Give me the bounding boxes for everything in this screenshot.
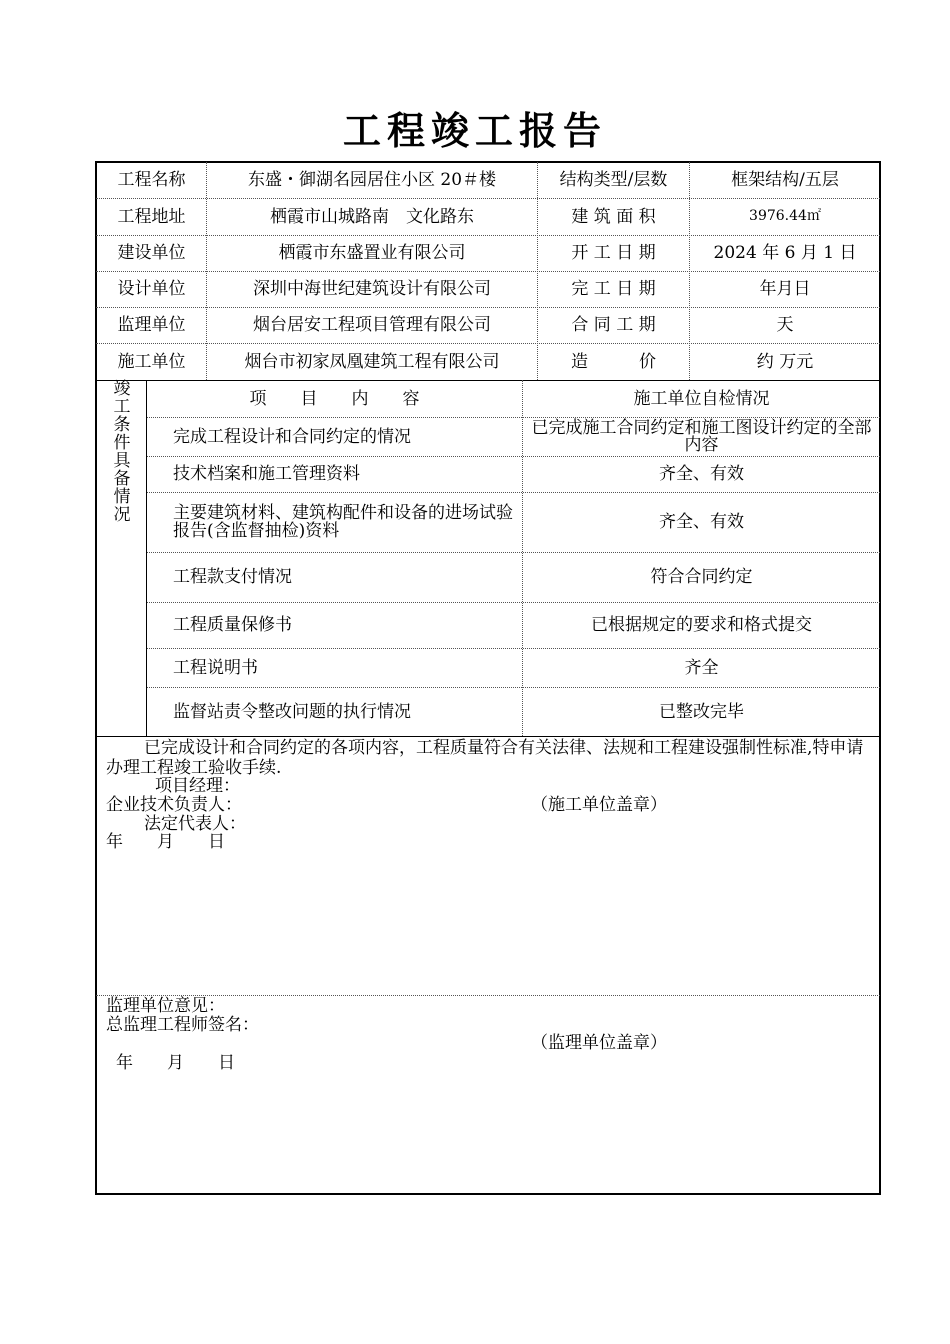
label-contract-period: 合 同 工 期: [571, 315, 656, 336]
label-supervision-unit: 监理单位: [117, 315, 186, 336]
project-manager-label: 项目经理：: [155, 776, 240, 796]
supervision-date: 年 月 日: [116, 1053, 235, 1073]
value-owner-unit: 栖霞市东盛置业有限公司: [278, 243, 466, 264]
conditions-header-check: 施工单位自检情况: [633, 388, 770, 409]
label-finish-date: 完 工 日 期: [571, 279, 656, 300]
conditions-side-label: 竣工条件具备情况: [113, 379, 131, 525]
contractor-date: 年 月 日: [106, 832, 225, 852]
document-title: 工程竣工报告: [342, 109, 607, 153]
condition-item: 完成工程设计和合同约定的情况: [173, 426, 411, 447]
label-construction-unit: 施工单位: [117, 351, 186, 372]
label-cost: 造 价: [571, 351, 656, 372]
supervision-opinion-label: 监理单位意见：: [106, 996, 225, 1016]
value-contract-period: 天: [776, 315, 794, 336]
value-supervision-unit: 烟台居安工程项目管理有限公司: [253, 315, 491, 336]
label-owner-unit: 建设单位: [117, 243, 186, 264]
label-floor-area: 建 筑 面 积: [571, 206, 656, 227]
condition-check: 已完成施工合同约定和施工图设计约定的全部内容: [531, 418, 872, 455]
legal-rep-label: 法定代表人：: [144, 814, 246, 834]
value-floor-area: 3976.44㎡: [749, 208, 821, 225]
condition-check: 符合合同约定: [650, 567, 753, 588]
label-project-name: 工程名称: [117, 169, 186, 190]
condition-item: 主要建筑材料、建筑构配件和设备的进场试验报告(含监督抽检)资料: [173, 502, 513, 541]
condition-item: 工程质量保修书: [173, 615, 292, 636]
conditions-header-item: 项 目 内 容: [249, 388, 420, 409]
supervision-seal-label: （监理单位盖章）: [531, 1033, 667, 1053]
value-finish-date: 年月日: [759, 279, 811, 300]
tech-lead-label: 企业技术负责人：: [106, 795, 242, 815]
condition-check: 齐全、有效: [659, 512, 744, 533]
label-structure-type: 结构类型/层数: [559, 169, 668, 190]
value-structure-type: 框架结构/五层: [731, 169, 839, 190]
value-cost: 约 万元: [756, 351, 814, 372]
value-start-date: 2024 年 6 月 1 日: [713, 243, 857, 264]
value-project-name: 东盛・御湖名园居住小区 20＃楼: [247, 169, 497, 190]
condition-check: 齐全: [684, 657, 719, 678]
condition-check: 齐全、有效: [659, 464, 744, 485]
label-design-unit: 设计单位: [117, 279, 186, 300]
section-divider: [96, 736, 880, 737]
condition-check: 已根据规定的要求和格式提交: [591, 615, 812, 636]
label-project-address: 工程地址: [117, 206, 186, 227]
contractor-statement: 已完成设计和合同约定的各项内容，工程质量符合有关法律、法规和工程建设强制性标准,特申请办理工程竣工验收手续.: [106, 738, 864, 778]
condition-item: 技术档案和施工管理资料: [173, 464, 360, 485]
condition-item: 工程说明书: [173, 657, 258, 678]
contractor-seal-label: （施工单位盖章）: [531, 795, 667, 815]
value-design-unit: 深圳中海世纪建筑设计有限公司: [253, 279, 491, 300]
chief-engineer-signature-label: 总监理工程师签名：: [106, 1015, 259, 1035]
value-project-address: 栖霞市山城路南 文化路东: [270, 206, 474, 227]
condition-check: 已整改完毕: [659, 701, 744, 722]
value-construction-unit: 烟台市初家凤凰建筑工程有限公司: [244, 351, 500, 372]
condition-item: 工程款支付情况: [173, 567, 292, 588]
label-start-date: 开 工 日 期: [571, 243, 656, 264]
condition-item: 监督站责令整改问题的执行情况: [173, 701, 411, 722]
